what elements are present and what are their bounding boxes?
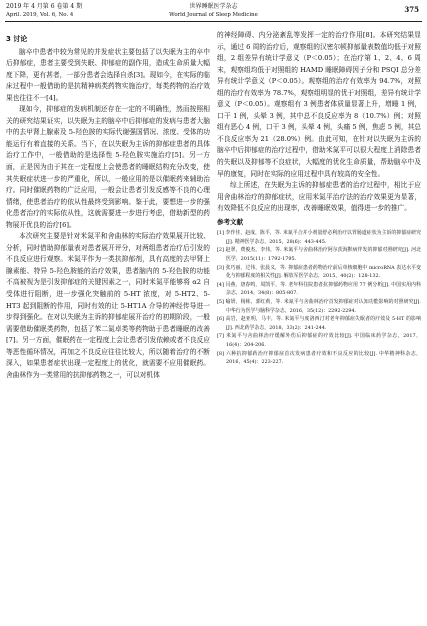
- reference-item: [8] 六种抗抑郁药治疗抑郁症首次发病患者疗效和不良反应的比较[J]. 中华精神科杂志，2016，45(4)：223-227.: [217, 350, 421, 366]
- journal-issue-en: April. 2019, Vol. 6, No. 4: [6, 12, 74, 18]
- body-paragraph-continued: 的神经障碍、内分泌紊乱等发挥一定的治疗作用[8]。本研究结果显示，通过 6 周的治疗后，观察组的汉密尔顿抑郁量表数值均低于对照组，2 组差异有统计学意义（P＜0.05）；在治疗第 1、2、4、6 周末，观察组均低于对照组的 HAMD 睡眠障碍因子分和 PSQI 总分差异有统计学意义（P＜0.05）。观察组的治疗有效率为 94.7%，对照组的治疗有效率为 78.7%，观察组明显的优于对照组，差异有统计学意义（P＜0.05）。观察组有 3 例患者体质量显著上升，增睡 1 例，口干 1 例，头晕 3 例，其中总不良反应率为 8（10.7%）例；对照组有恶心 4 例，口干 3 例，头晕 4 例，头痛 5 例，焦虑 5 例，其总不良反应率为 21（28.0%）例。由此可知，在针对以失眠为主诉的脑卒中后抑郁症的治疗过程中，借助米氮平可以很大程度上消除患者的失眠以及抑郁等不良症状，大幅度的优化生命质量，帮助脑卒中及早的康复，同时在实际的应用过程中具有较高的安全性。: [217, 31, 421, 178]
- journal-title-cn: 世界睡眠医学杂志: [189, 3, 238, 10]
- page-number: 375: [404, 5, 419, 14]
- reference-item: [1] 李作佳，赵成，陈平，等. 米氮平合并小剂量舒必利治疗以胃肠道症状为主诉的抑郁症研究[J]. 精神医学杂志，2015，28(6)：443-445.: [217, 230, 421, 245]
- body-paragraph: 现如今，抑郁症的发病机制还存在一定的不明确性，然而按照相关的研究结果证实，以失眠为主的脑卒中后抑郁症的发病与患者大脑中的去甲肾上腺素及 5-羟色胺的实际代谢强国情况、浓度、受体的功能运行有着直接的关系。当下，在以失眠为主诉的抑郁症患者的具体治疗工作中，一般借助的是选择性 5-羟色胺实施治疗[5]。另一方面，正是因为由于其在一定程度上会使患者的睡眠结构充分改变，使其失眠症状进一步的严重化，所以，一般应用的是以催眠药来辅助治疗。同时催眠药物的广泛应用，一般会让患者引发反感等不良的心理情绪，使患者治疗的依从性最终受到影响。鉴于此，要想进一步的强化患者治疗的实际依从性，这就需要进一步进行考虑，借助新型的药物展开优良的治疗[6]。: [6, 105, 210, 229]
- reference-item: [5] 喻妍，杨栋，郭红莉，等. 米氮平与舍曲林治疗首发抑郁症对认知功能影响的对照研究[J]. 中华行为医学与脑科学杂志，2016，35(12)：2292-2294.: [217, 299, 421, 314]
- references-heading: 参考文献: [217, 217, 243, 226]
- conclusion-paragraph: 综上所述，在失眠为主诉的抑郁症患者的治疗过程中，相比于应用舍曲林治疗的抑郁症状，应用米氮平治疗法的治疗效果更为显著，有效降低不良反应的出现率，改善睡眠效果，值得进一步的推广。: [217, 181, 421, 213]
- header-rule: [5, 21, 422, 22]
- running-header: [0, 0, 427, 30]
- reference-item: [4] 闫燕，唐春鸣，周凯平，等. 老年科住院患者抗抑郁药物应用 77 例分析[J]. 中国实用内科杂志，2014，34(8)：805-807.: [217, 281, 421, 297]
- reference-item: [7] 米氮平与舍曲林治疗缓解外伤后抑郁症的疗效比较[J]. 中国临床药学杂志，2017，16(4)：204-206.: [217, 333, 421, 349]
- body-paragraph: 脑卒中患者中较为常见的并发症状主要包括了以失眠为主的卒中后抑郁症，患者主要受到失眠、抑郁症的副作用，造成生命质量大幅度下降，更有甚者，一部分患者会选择自杀[3]。现如今，在实际的临床过程中一般借助的是抗精神病类药物实施治疗，每类药物的治疗效果也往往不一[4]。: [6, 47, 210, 102]
- left-column: [6, 30, 210, 381]
- right-column: [217, 30, 421, 367]
- section-heading: 3 讨论: [6, 35, 28, 43]
- reference-item: [6] 高岩，赵亚明，马丰，等. 米氮平与度洛西汀对老年抑郁症失眠者的疗效及 5-HT 的影响[J]. 西北药学杂志，2018，33(2)：241-244.: [217, 316, 421, 331]
- body-paragraph: 本次研究主要是针对米氮平和舍曲林的实际治疗效果展开比较、分析，同时借助抑郁量表对患者展开评分，对两组患者治疗后引发的不良反应进行观察。米氮平作为一类抗抑郁剂，具有高度的去甲肾上腺素能、特异 5-羟色胺能的治疗效果，患者脑内的 5-羟色胺的功能不高被视为是引发抑郁症的关键因素之一，同时米氮平能够将 α2 自受体进行阻断，进一步强化突触前的 5-HT 浓度，对 5-HT2、5-HT3 起到阻断的作用，同时有效的让 5-HT1A 介导的神经传导进一步得到强化。在对以失眠为主诉的抑郁症展开治疗的初期阶段，一般需要借助催眠类药物，包括了苯二氮卓类等药物助于患者睡眠的改善[7]。另一方面，催眠药在一定程度上会让患者引发依赖或者不良反应等恶性循环情况，再加之不良反应往往比较大，所以随着治疗的不断深入，如果患者症状出现一定程度上的优化，就需要不应用催眠药。舍曲林作为一类常用的抗抑郁药物之一，可以对机体: [6, 232, 210, 379]
- journal-issue-cn: 2019 年 4 月第 6 卷第 4 期: [6, 3, 83, 10]
- reference-item: [3] 张巧丽，过伟，张晨义，等. 抑郁症患者药物治疗前后单核细胞中 microRNA 表达水平变化与抑郁程度的相关性[J]. 解放军医学杂志，2015，40(2)：128-132.: [217, 264, 421, 280]
- reference-item: [2] 赵翠，费俊杰，李伟，等. 米氮平与舍曲林治疗阿尔茨海默病伴发的抑郁对照研究[J]. 河北医学，2015(11)：1792-1795.: [217, 247, 421, 263]
- reference-list: [217, 229, 421, 367]
- journal-title-en: World Journal of Sleep Medicine: [169, 12, 258, 18]
